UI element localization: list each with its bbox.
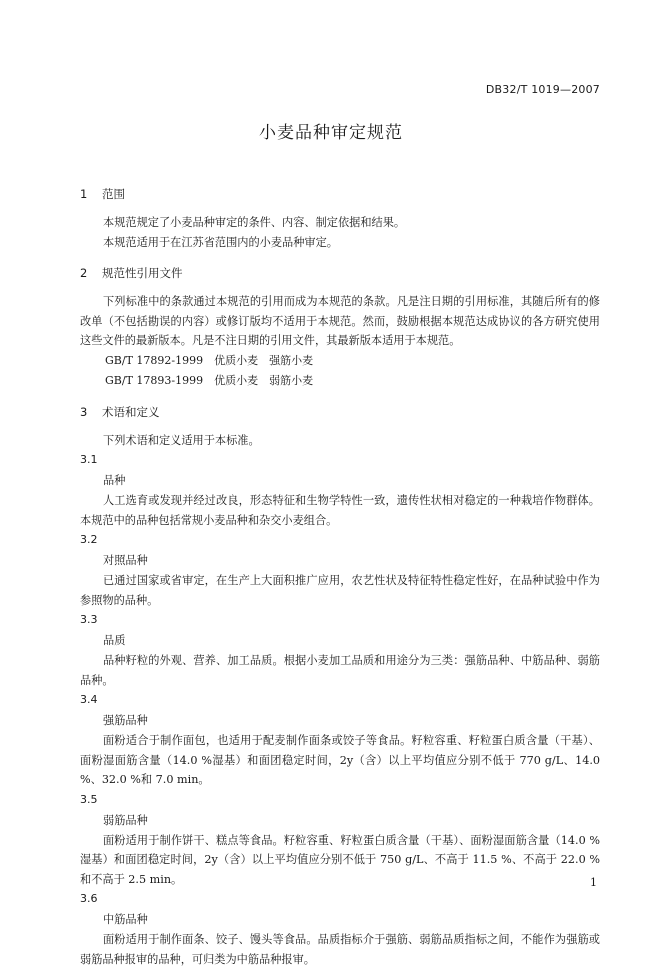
section-3-intro: 下列术语和定义适用于本标准。 <box>103 433 260 447</box>
document-body <box>80 183 600 969</box>
term-name: 强筋品种 <box>103 714 148 727</box>
term-definition: 面粉适用于制作饼干、糕点等食品。籽粒容重、籽粒蛋白质含量（干基）、面粉湿面筋含量（14.0 %湿基）和面团稳定时间，2y（含）以上平均值应分别不低于 750 g/L、不高于 11.5 %、不高于 22.0 %和不高于 2.5 min。 <box>80 833 600 886</box>
term-number: 3.5 <box>80 792 98 806</box>
term-name: 弱筋品种 <box>103 813 148 827</box>
term-definition: 品种籽粒的外观、营养、加工品质。根据小麦加工品质和用途分为三类：强筋品种、中筋品种、弱筋品种。 <box>80 654 600 687</box>
page-number: 1 <box>590 876 597 889</box>
section-1-paragraph: 本规范规定了小麦品种审定的条件、内容、制定依据和结果。 <box>103 216 406 229</box>
term-name: 品质 <box>103 634 126 647</box>
term-name: 中筋品种 <box>103 913 148 926</box>
term-number: 3.1 <box>80 453 98 466</box>
term-name: 对照品种 <box>103 554 148 567</box>
term-definition: 面粉适用于制作面条、饺子、馒头等食品。品质指标介于强筋、弱筋品质指标之间，不能作为强筋或弱筋品种报审的品种，可归类为中筋品种报审。 <box>80 933 600 966</box>
term-number: 3.4 <box>80 693 98 706</box>
section-number: 1 <box>80 187 88 201</box>
term-definition: 面粉适合于制作面包，也适用于配麦制作面条或饺子等食品。籽粒容重、籽粒蛋白质含量（干基）、面粉湿面筋含量（14.0 %湿基）和面团稳定时间，2y（含）以上平均值应分别不低于 770 g/L、14.0 %、32.0 %和 7.0 min。 <box>80 734 600 786</box>
section-title: 规范性引用文件 <box>102 266 183 280</box>
section-1-paragraph: 本规范适用于在江苏省范围内的小麦品种审定。 <box>103 235 338 249</box>
term-definition: 人工选育或发现并经过改良，形态特征和生物学特性一致，遗传性状相对稳定的一种栽培作物群体。本规范中的品种包括常规小麦品种和杂交小麦组合。 <box>80 494 600 527</box>
section-number: 3 <box>80 404 88 419</box>
section-title: 术语和定义 <box>102 404 160 419</box>
term-number: 3.3 <box>80 613 98 626</box>
normative-reference: GB/T 17893-1999 优质小麦 弱筋小麦 <box>105 373 314 387</box>
term-name: 品种 <box>103 474 126 487</box>
term-definition: 已通过国家或省审定，在生产上大面积推广应用，农艺性状及特征特性稳定性好，在品种试验中作为参照物的品种。 <box>80 574 600 607</box>
section-2-heading <box>80 262 600 284</box>
section-number: 2 <box>80 266 88 280</box>
section-3-heading <box>80 401 600 423</box>
page-title: 小麦品种审定规范 <box>259 123 403 143</box>
term-number: 3.6 <box>80 892 98 905</box>
section-2-paragraph: 下列标准中的条款通过本规范的引用而成为本规范的条款。凡是注日期的引用标准，其随后所有的修改单（不包括勘误的内容）或修订版均不适用于本规范。然而，鼓励根据本规范达成协议的各方研究使用这些文件的最新版本。凡是不注日期的引用文件，其最新版本适用于本规范。 <box>80 295 600 347</box>
document-code: DB32/T 1019—2007 <box>485 83 600 96</box>
term-number: 3.2 <box>80 533 98 546</box>
section-1-heading <box>80 183 600 205</box>
normative-reference: GB/T 17892-1999 优质小麦 强筋小麦 <box>105 353 314 367</box>
section-title: 范围 <box>102 187 125 201</box>
